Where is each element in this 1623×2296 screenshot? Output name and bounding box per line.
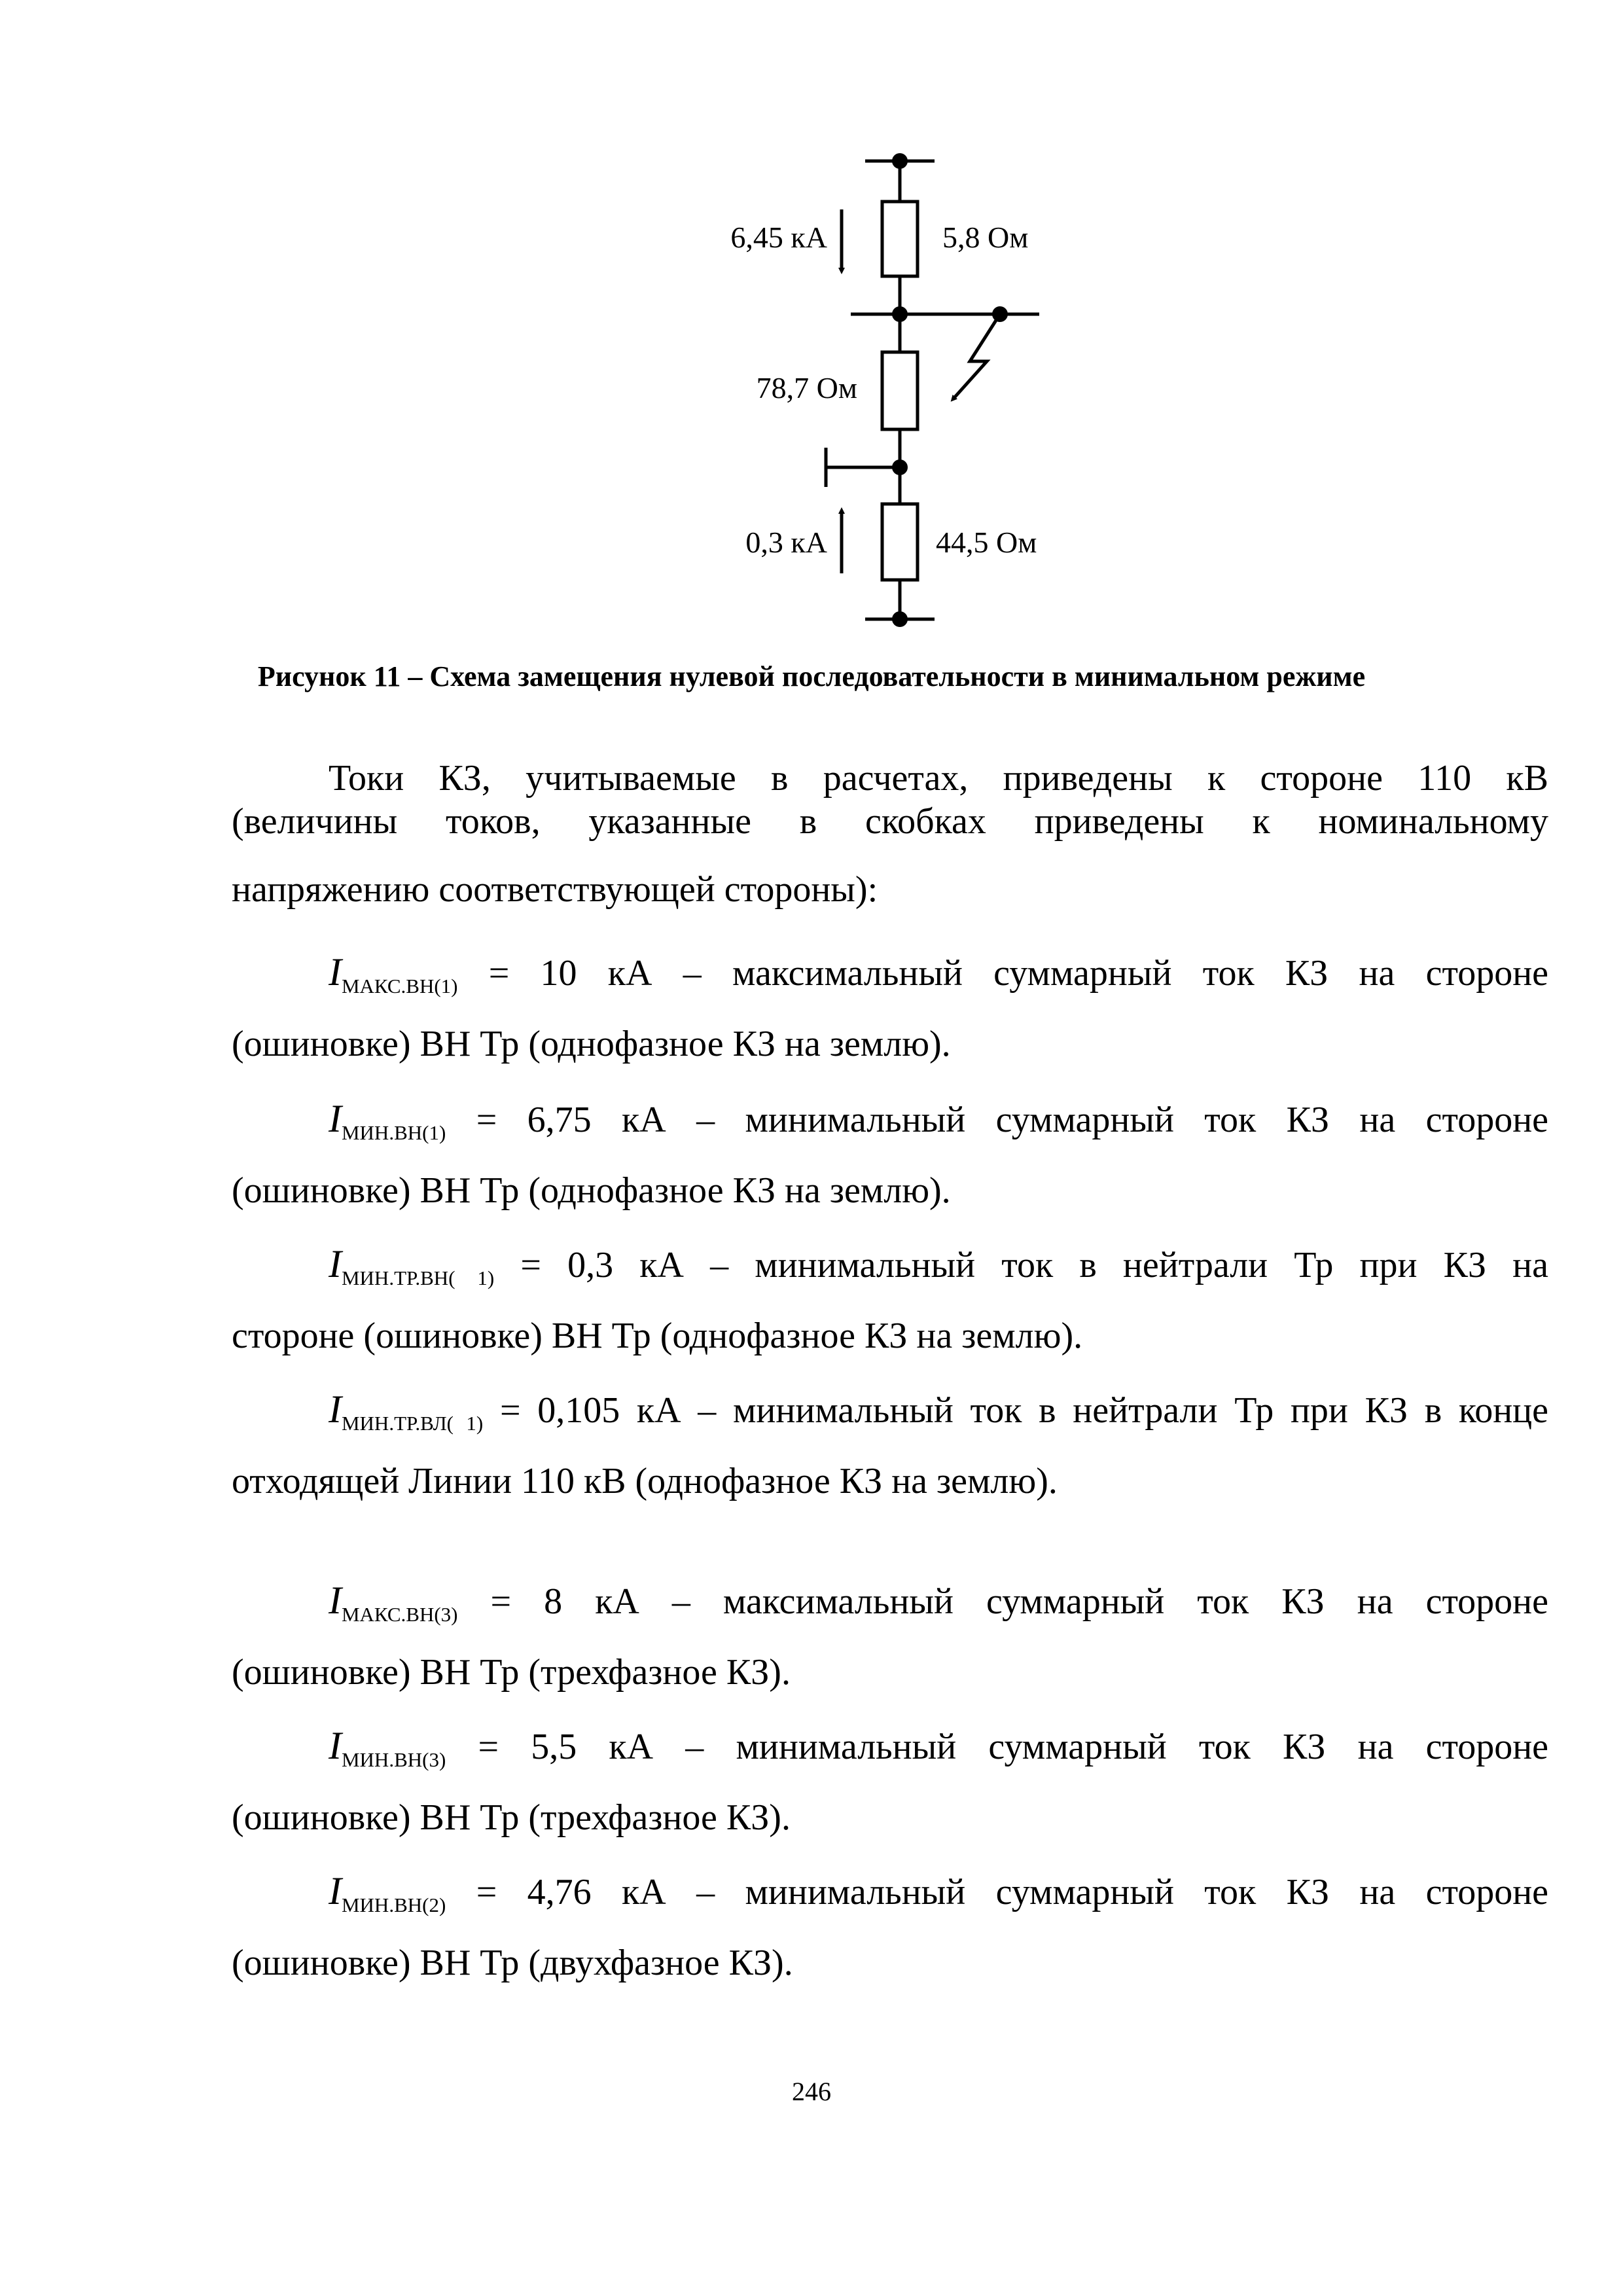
current-value: = 5,5 кА — [478, 1727, 654, 1767]
current-subscript: МИН.ТР.ВЛ( 1) — [341, 1412, 484, 1435]
current-definition-1 — [232, 950, 1548, 1066]
current-description-cont: (ошиновке) ВН Тр (однофазное КЗ на землю). — [232, 1024, 951, 1064]
current-description-cont: (ошиновке) ВН Тр (двухфазное КЗ). — [232, 1943, 793, 1983]
middle-resistor — [882, 352, 918, 429]
current-subscript: МИН.ВН(2) — [341, 1893, 446, 1916]
top-resistor — [882, 202, 918, 276]
ground-node — [892, 459, 908, 475]
current-value: = 10 кА — [488, 953, 652, 994]
current-description: – максимальный суммарный ток КЗ на стороне — [683, 953, 1549, 994]
current-subscript: МАКС.ВН(1) — [341, 975, 458, 997]
current-definition-4 — [232, 1388, 1548, 1503]
current-symbol: I — [329, 1388, 342, 1431]
current-definition-7 — [232, 1869, 1548, 1984]
current-definition-3 — [232, 1242, 1548, 1357]
top-resistance-label: 5,8 Ом — [942, 221, 1029, 254]
current-subscript: МАКС.ВН(3) — [341, 1603, 458, 1626]
current-symbol: I — [329, 1242, 342, 1285]
current-value: = 6,75 кА — [476, 1100, 666, 1140]
page-number: 246 — [792, 2077, 831, 2106]
middle-resistance-label: 78,7 Ом — [756, 371, 857, 404]
current-description: – минимальный суммарный ток КЗ на стороне — [696, 1100, 1549, 1140]
zero-sequence-circuit-diagram — [0, 0, 1623, 655]
fault-lightning-symbol — [953, 314, 1000, 399]
current-subscript: МИН.ВН(3) — [341, 1748, 446, 1771]
current-symbol: I — [329, 1097, 342, 1140]
figure-caption: Рисунок 11 – Схема замещения нулевой последовательности в минимальном режиме — [257, 660, 1366, 692]
top-node — [892, 153, 908, 169]
current-description-cont: отходящей Линии 110 кВ (однофазное КЗ на землю). — [232, 1461, 1058, 1501]
current-subscript: МИН.ТР.ВН( 1) — [341, 1266, 495, 1289]
current-definition-2 — [232, 1097, 1548, 1212]
current-description: – минимальный ток в нейтрали Тр при КЗ в конце — [698, 1390, 1549, 1431]
current-value: = 4,76 кА — [476, 1872, 666, 1912]
bottom-resistor — [882, 504, 918, 580]
bottom-resistance-label: 44,5 Ом — [936, 526, 1037, 559]
current-description-cont: стороне (ошиновке) ВН Тр (однофазное КЗ на землю). — [232, 1316, 1083, 1356]
intro-line-2: (величины токов, указанные в скобках приведены к номинальному — [232, 801, 1548, 842]
fault-node — [992, 306, 1008, 322]
middle-node — [892, 306, 908, 322]
current-subscript: МИН.ВН(1) — [341, 1121, 446, 1144]
current-value: = 0,3 кА — [520, 1245, 684, 1285]
current-description-cont: (ошиновке) ВН Тр (однофазное КЗ на землю). — [232, 1170, 951, 1211]
top-current-label: 6,45 кА — [730, 221, 827, 254]
intro-paragraph — [232, 757, 1548, 911]
current-description-cont: (ошиновке) ВН Тр (трехфазное КЗ). — [232, 1797, 791, 1838]
bottom-node — [892, 611, 908, 627]
current-description-cont: (ошиновке) ВН Тр (трехфазное КЗ). — [232, 1652, 791, 1693]
current-description: – максимальный суммарный ток КЗ на стороне — [671, 1581, 1549, 1622]
current-value: = 8 кА — [490, 1581, 639, 1622]
current-description: – минимальный ток в нейтрали Тр при КЗ на — [710, 1245, 1548, 1285]
current-definition-6 — [232, 1724, 1548, 1839]
current-symbol: I — [329, 1869, 342, 1912]
current-symbol: I — [329, 950, 342, 994]
current-definition-5 — [232, 1579, 1548, 1694]
intro-line-1: Токи КЗ, учитываемые в расчетах, приведены к стороне 110 кВ — [329, 758, 1548, 798]
intro-line-3: напряжению соответствующей стороны): — [232, 869, 878, 910]
current-symbol: I — [329, 1579, 342, 1622]
current-description: – минимальный суммарный ток КЗ на стороне — [696, 1872, 1549, 1912]
current-symbol: I — [329, 1724, 342, 1767]
current-description: – минимальный суммарный ток КЗ на стороне — [685, 1727, 1549, 1767]
current-value: = 0,105 кА — [499, 1390, 681, 1431]
bottom-current-label: 0,3 кА — [745, 526, 827, 559]
